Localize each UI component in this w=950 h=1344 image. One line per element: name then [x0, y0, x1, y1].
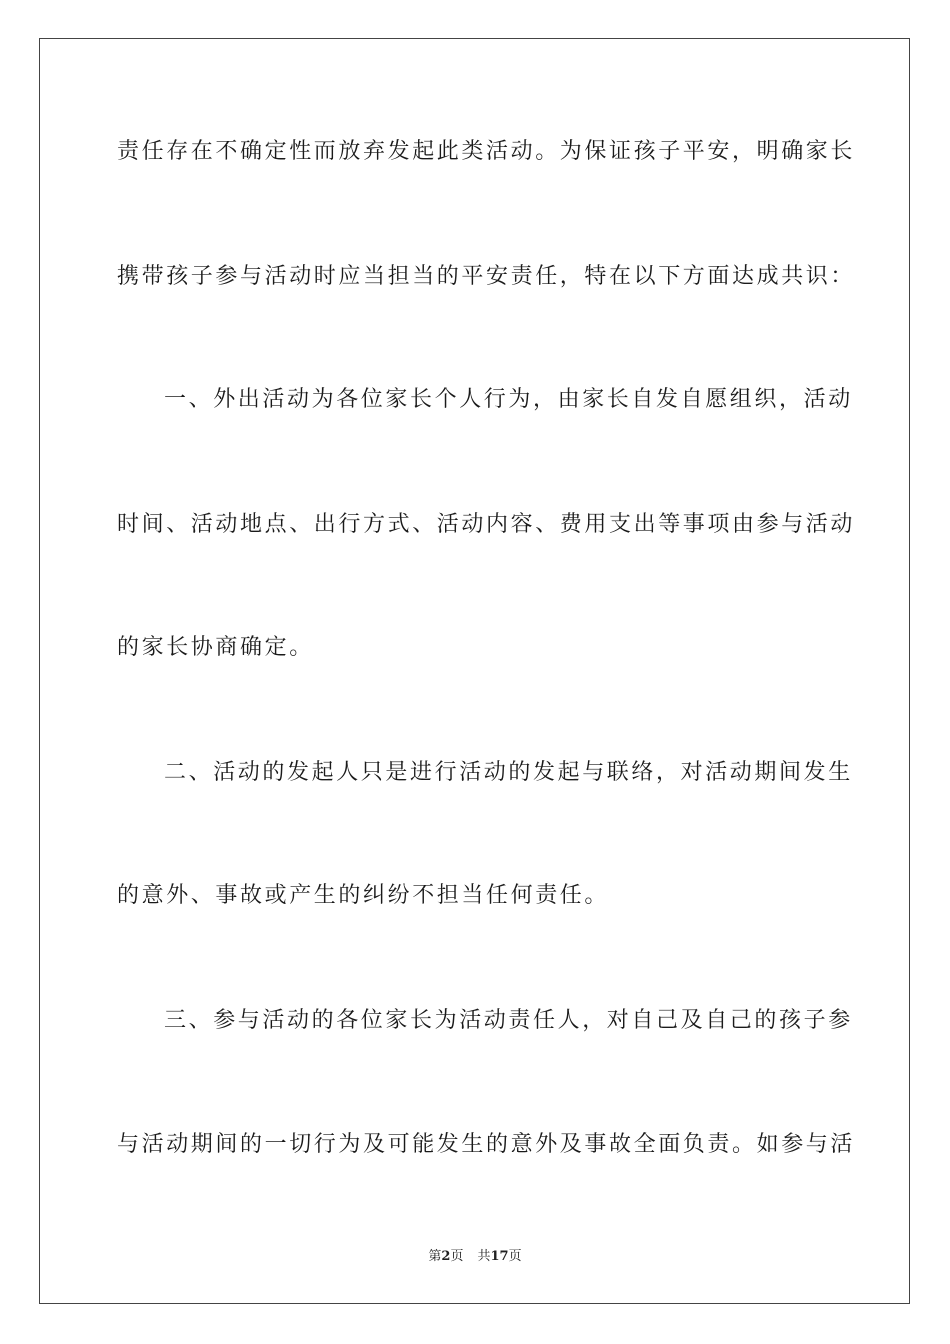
footer-total-suffix: 页 — [508, 1249, 522, 1264]
footer-total-pages: 17 — [490, 1249, 509, 1264]
footer-total-prefix: 共 — [477, 1249, 491, 1264]
body-line-4: 时间、活动地点、出行方式、活动内容、费用支出等事项由参与活动 — [117, 512, 856, 537]
body-line-6: 二、活动的发起人只是进行活动的发起与联络，对活动期间发生 — [164, 760, 853, 785]
footer-page-suffix: 页 — [450, 1249, 464, 1264]
page-footer — [0, 1248, 950, 1266]
body-line-3: 一、外出活动为各位家长个人行为，由家长自发自愿组织，活动 — [164, 387, 853, 412]
page-border — [39, 38, 910, 1304]
body-line-1: 责任存在不确定性而放弃发起此类活动。为保证孩子平安，明确家长 — [117, 139, 856, 164]
body-line-5: 的家长协商确定。 — [117, 635, 314, 660]
body-line-8: 三、参与活动的各位家长为活动责任人，对自己及自己的孩子参 — [164, 1008, 853, 1033]
body-line-7: 的意外、事故或产生的纠纷不担当任何责任。 — [117, 883, 610, 908]
footer-page-number: 2 — [441, 1249, 451, 1264]
footer-page-prefix: 第 — [428, 1249, 442, 1264]
body-line-9: 与活动期间的一切行为及可能发生的意外及事故全面负责。如参与活 — [117, 1132, 856, 1157]
body-line-2: 携带孩子参与活动时应当担当的平安责任，特在以下方面达成共识： — [117, 264, 856, 289]
